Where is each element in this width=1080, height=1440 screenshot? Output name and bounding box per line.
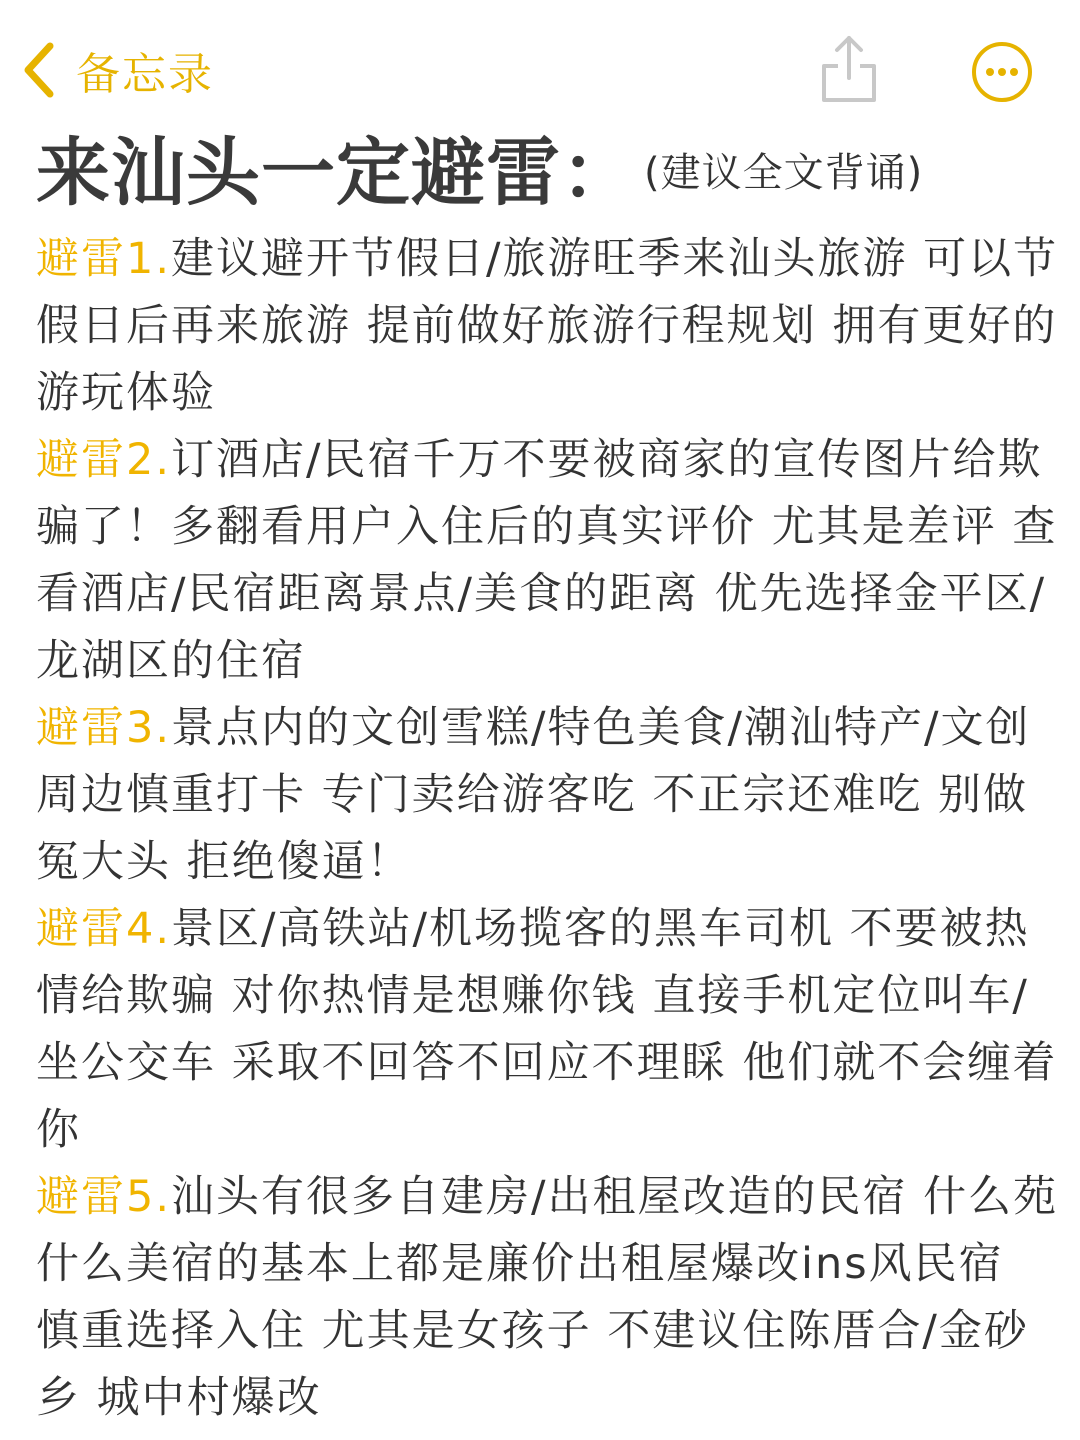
item-text: 建议避开节假日/旅游旺季来汕头旅游 可以节假日后再来旅游 提前做好旅游行程规划 拥有更好的游玩体验 (36, 234, 1059, 418)
navigation-bar (0, 0, 1080, 120)
note-subtitle: (建议全文背诵) (644, 150, 924, 196)
item-label: 避雷5. (36, 1172, 172, 1222)
list-item (36, 226, 1064, 427)
list-item (36, 1164, 1064, 1432)
note-body[interactable] (36, 226, 1064, 1432)
share-button[interactable] (818, 32, 880, 104)
list-item (36, 695, 1064, 896)
back-label: 备忘录 (76, 49, 214, 100)
item-label: 避雷4. (36, 904, 172, 954)
item-text: 景区/高铁站/机场揽客的黑车司机 不要被热情给欺骗 对你热情是想赚你钱 直接手机定位叫车/坐公交车 采取不回答不回应不理睬 他们就不会缠着你 (36, 904, 1058, 1155)
more-icon (970, 89, 1034, 108)
list-item (36, 427, 1064, 695)
item-label: 避雷3. (36, 703, 172, 753)
chevron-left-icon (22, 42, 56, 98)
note-title-row (36, 128, 1056, 218)
share-icon (818, 89, 880, 108)
back-button[interactable] (22, 38, 214, 102)
list-item (36, 896, 1064, 1164)
more-button[interactable] (970, 40, 1034, 104)
item-label: 避雷2. (36, 435, 172, 485)
note-title: 来汕头一定避雷： (36, 130, 636, 216)
item-text: 景点内的文创雪糕/特色美食/潮汕特产/文创周边慎重打卡 专门卖给游客吃 不正宗还难吃 别做冤大头 拒绝傻逼！ (36, 703, 1031, 887)
item-label: 避雷1. (36, 234, 172, 284)
item-text: 订酒店/民宿千万不要被商家的宣传图片给欺骗了！多翻看用户入住后的真实评价 尤其是差评 查看酒店/民宿距离景点/美食的距离 优先选择金平区/龙湖区的住宿 (36, 435, 1058, 686)
item-text: 汕头有很多自建房/出租屋改造的民宿 什么苑什么美宿的基本上都是廉价出租屋爆改ins风民宿 慎重选择入住 尤其是女孩子 不建议住陈厝合/金砂乡 城中村爆改 (36, 1172, 1059, 1423)
